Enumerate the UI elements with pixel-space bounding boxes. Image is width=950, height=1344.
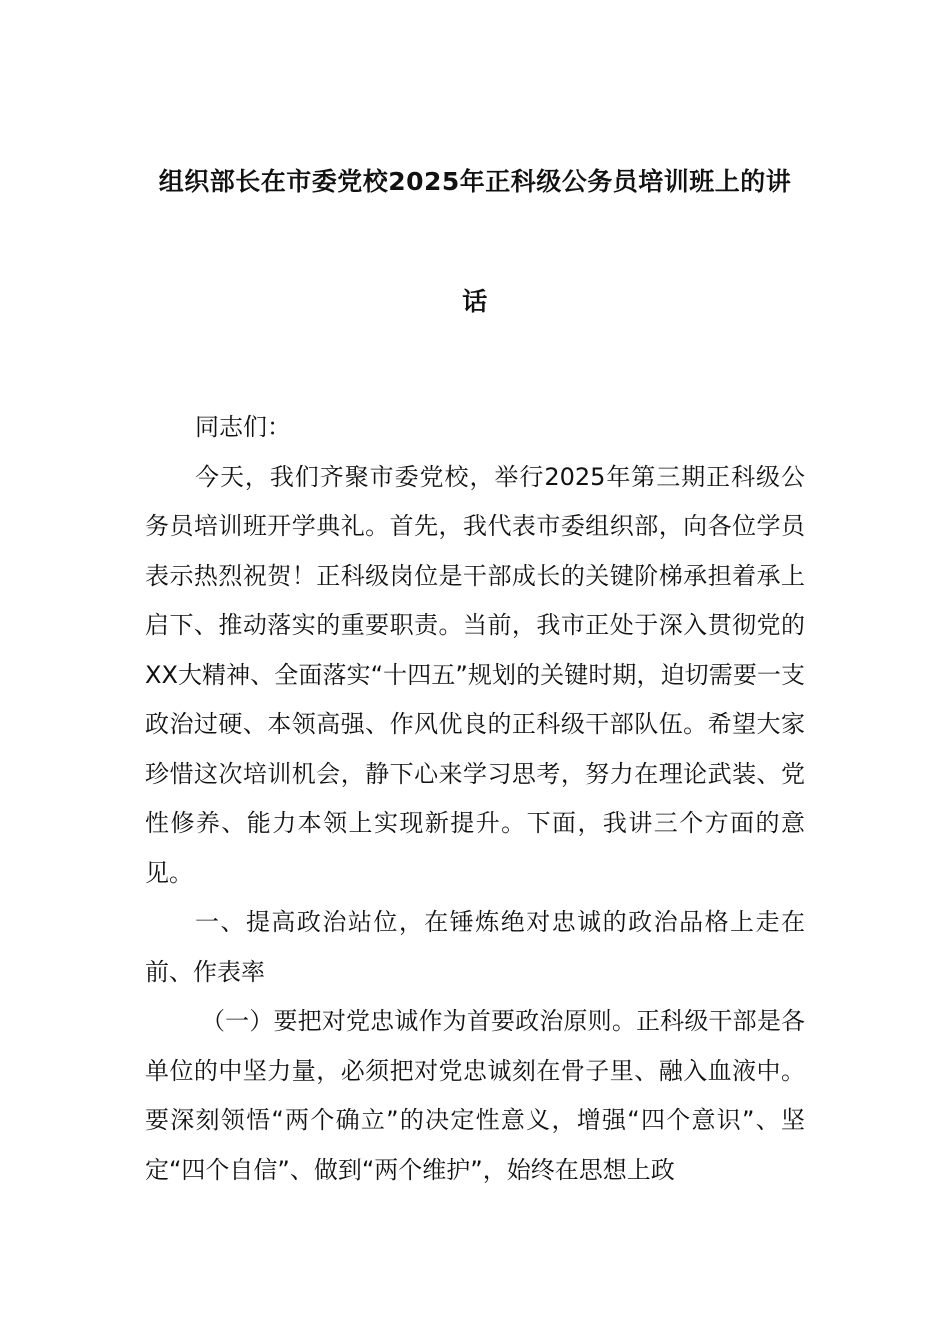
document-title-line-2: 话 bbox=[462, 287, 488, 316]
section-heading-1: 一、提高政治站位，在锤炼绝对忠诚的政治品格上走在前、作表率 bbox=[145, 908, 805, 986]
paragraph-intro: 今天，我们齐聚市委党校，举行2025年第三期正科级公务员培训班开学典礼。首先，我代表市委组织部，向各位学员表示热烈祝贺！正科级岗位是干部成长的关键阶梯承担着承上启下、推动落实的重要职责。当前，我市正处于深入贯彻党的XX大精神、全面落实“十四五”规划的关键时期，迫切需要一支政治过硬、本领高强、作风优良的正科级干部队伍。希望大家珍惜这次培训机会，静下心来学习思考，努力在理论武装、党性修养、能力本领上实现新提升。下面，我讲三个方面的意见。 bbox=[145, 462, 805, 887]
salutation: 同志们： bbox=[195, 413, 291, 441]
document-title-line-1: 组织部长在市委党校2025年正科级公务员培训班上的讲 bbox=[158, 167, 792, 196]
document-body bbox=[145, 403, 805, 1195]
subsection-paragraph-1: （一）要把对党忠诚作为首要政治原则。正科级干部是各单位的中坚力量，必须把对党忠诚刻在骨子里、融入血液中。要深刻领悟“两个确立”的决定性意义，增强“四个意识”、坚定“四个自信”、做到“两个维护”，始终在思想上政 bbox=[145, 1007, 805, 1184]
